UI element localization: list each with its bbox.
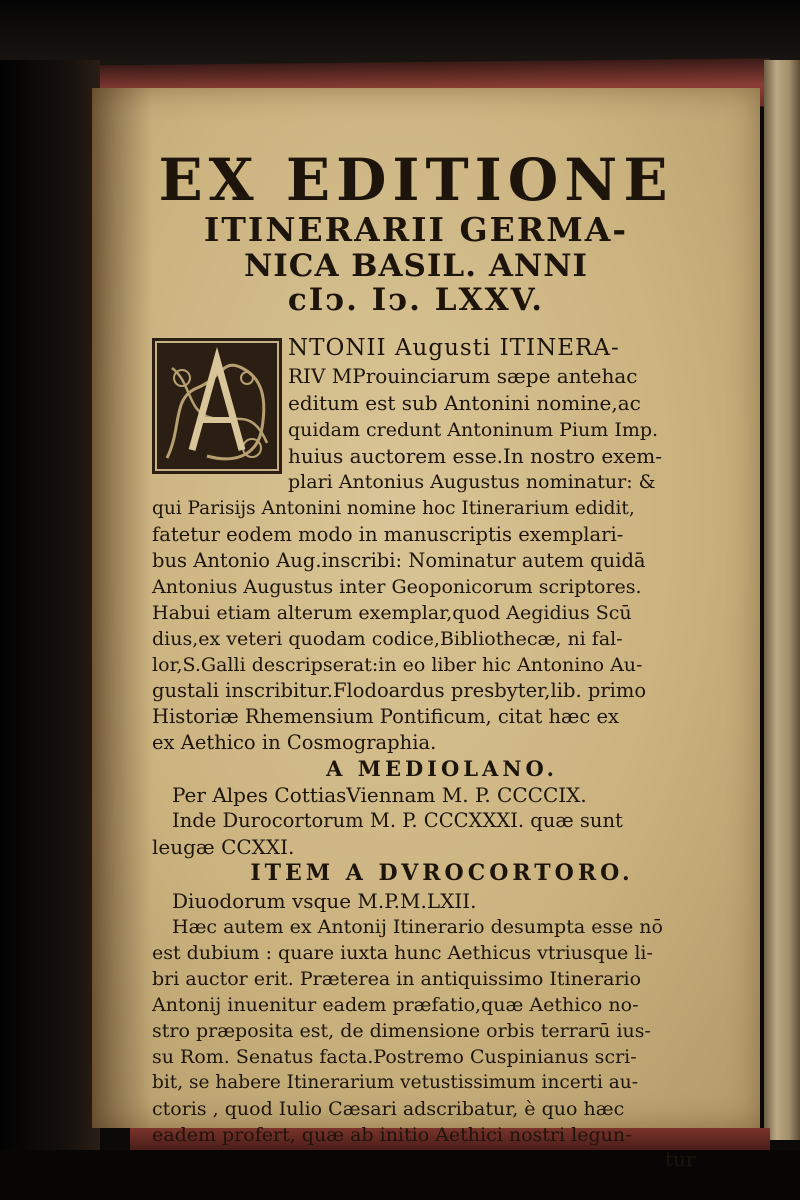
subtitle-line-1: ITINERARII GERMA- (203, 210, 629, 249)
body-line-11: Habui etiam alterum exemplar,quod Aegidius Scū (152, 602, 632, 624)
section2-line-5: Antonij inuenitur eadem præfatio,quæ Aethico no- (152, 994, 639, 1016)
body-line-14: gustali inscribitur.Flodoardus presbyter,lib. primo (152, 679, 647, 702)
section-heading-durocortoro: ITEM A DVROCORTORO. (250, 860, 634, 886)
body-line-7: qui Parisijs Antonini nomine hoc Itinerarium edidit, (152, 498, 635, 519)
section1-line-3: leugæ CCXXI. (152, 835, 295, 859)
section2-line-10: eadem profert, quæ ab initio Aethici nostri legun- (152, 1124, 632, 1146)
body-line-8: fatetur eodem modo in manuscriptis exemplari- (152, 523, 624, 546)
body-line-3: editum est sub Antonini nomine,ac (288, 391, 641, 415)
section2-line-2: Hæc autem ex Antonij Itinerario desumpta esse nō (172, 916, 663, 938)
section1-line-1: Per Alpes CottiasViennam M. P. CCCCIX. (172, 783, 587, 807)
section2-line-7: su Rom. Senatus facta.Postremo Cuspinianus scri- (152, 1046, 637, 1068)
decorated-initial-a-icon (152, 338, 282, 474)
section2-line-1: Diuodorum vsque M.P.M.LXII. (172, 889, 477, 913)
subtitle-line-2: NICA BASIL. ANNI (243, 248, 589, 284)
body-line-16: ex Aethico in Cosmographia. (152, 731, 437, 754)
catchword: tur (665, 1147, 696, 1171)
subtitle-line-3: cIↄ. Iↄ. LXXV. (287, 282, 545, 318)
body-line-13: lor,S.Galli descripserat:in eo liber hic Antonino Au- (152, 654, 643, 676)
section2-line-6: stro præposita est, de dimensione orbis terrarū ius- (152, 1020, 651, 1042)
body-line-5: huius auctorem esse.In nostro exem- (288, 444, 663, 468)
section2-line-9: ctoris , quod Iulio Cæsari adscribatur, è quo hæc (152, 1098, 625, 1120)
section2-line-4: bri auctor erit. Præterea in antiquissimo Itinerario (152, 968, 642, 990)
body-line-1: NTONII Augusti ITINERA- (288, 335, 620, 361)
section-heading-mediolano: A MEDIOLANO. (326, 756, 558, 781)
body-line-10: Antonius Augustus inter Geoponicorum scriptores. (152, 576, 642, 598)
body-line-15: Historiæ Rhemensium Pontificum, citat hæc ex (152, 705, 620, 728)
section2-line-8: bit, se habere Itinerarium vetustissimum incerti au- (152, 1072, 638, 1093)
body-line-2: RIV MProuinciarum sæpe antehac (288, 364, 638, 388)
body-line-4: quidam credunt Antoninum Pium Imp. (288, 419, 659, 441)
body-line-6: plari Antonius Augustus nominatur: & (288, 471, 656, 493)
section1-line-2: Inde Durocortorum M. P. CCCXXXI. quæ sunt (172, 809, 623, 832)
page-title: EX EDITIONE (158, 146, 674, 214)
body-line-9: bus Antonio Aug.inscribi: Nominatur autem quidā (152, 549, 646, 572)
body-line-12: dius,ex veteri quodam codice,Bibliothecæ, ni fal- (152, 628, 623, 650)
section2-line-3: est dubium : quare iuxta hunc Aethicus vtriusque li- (152, 942, 653, 964)
